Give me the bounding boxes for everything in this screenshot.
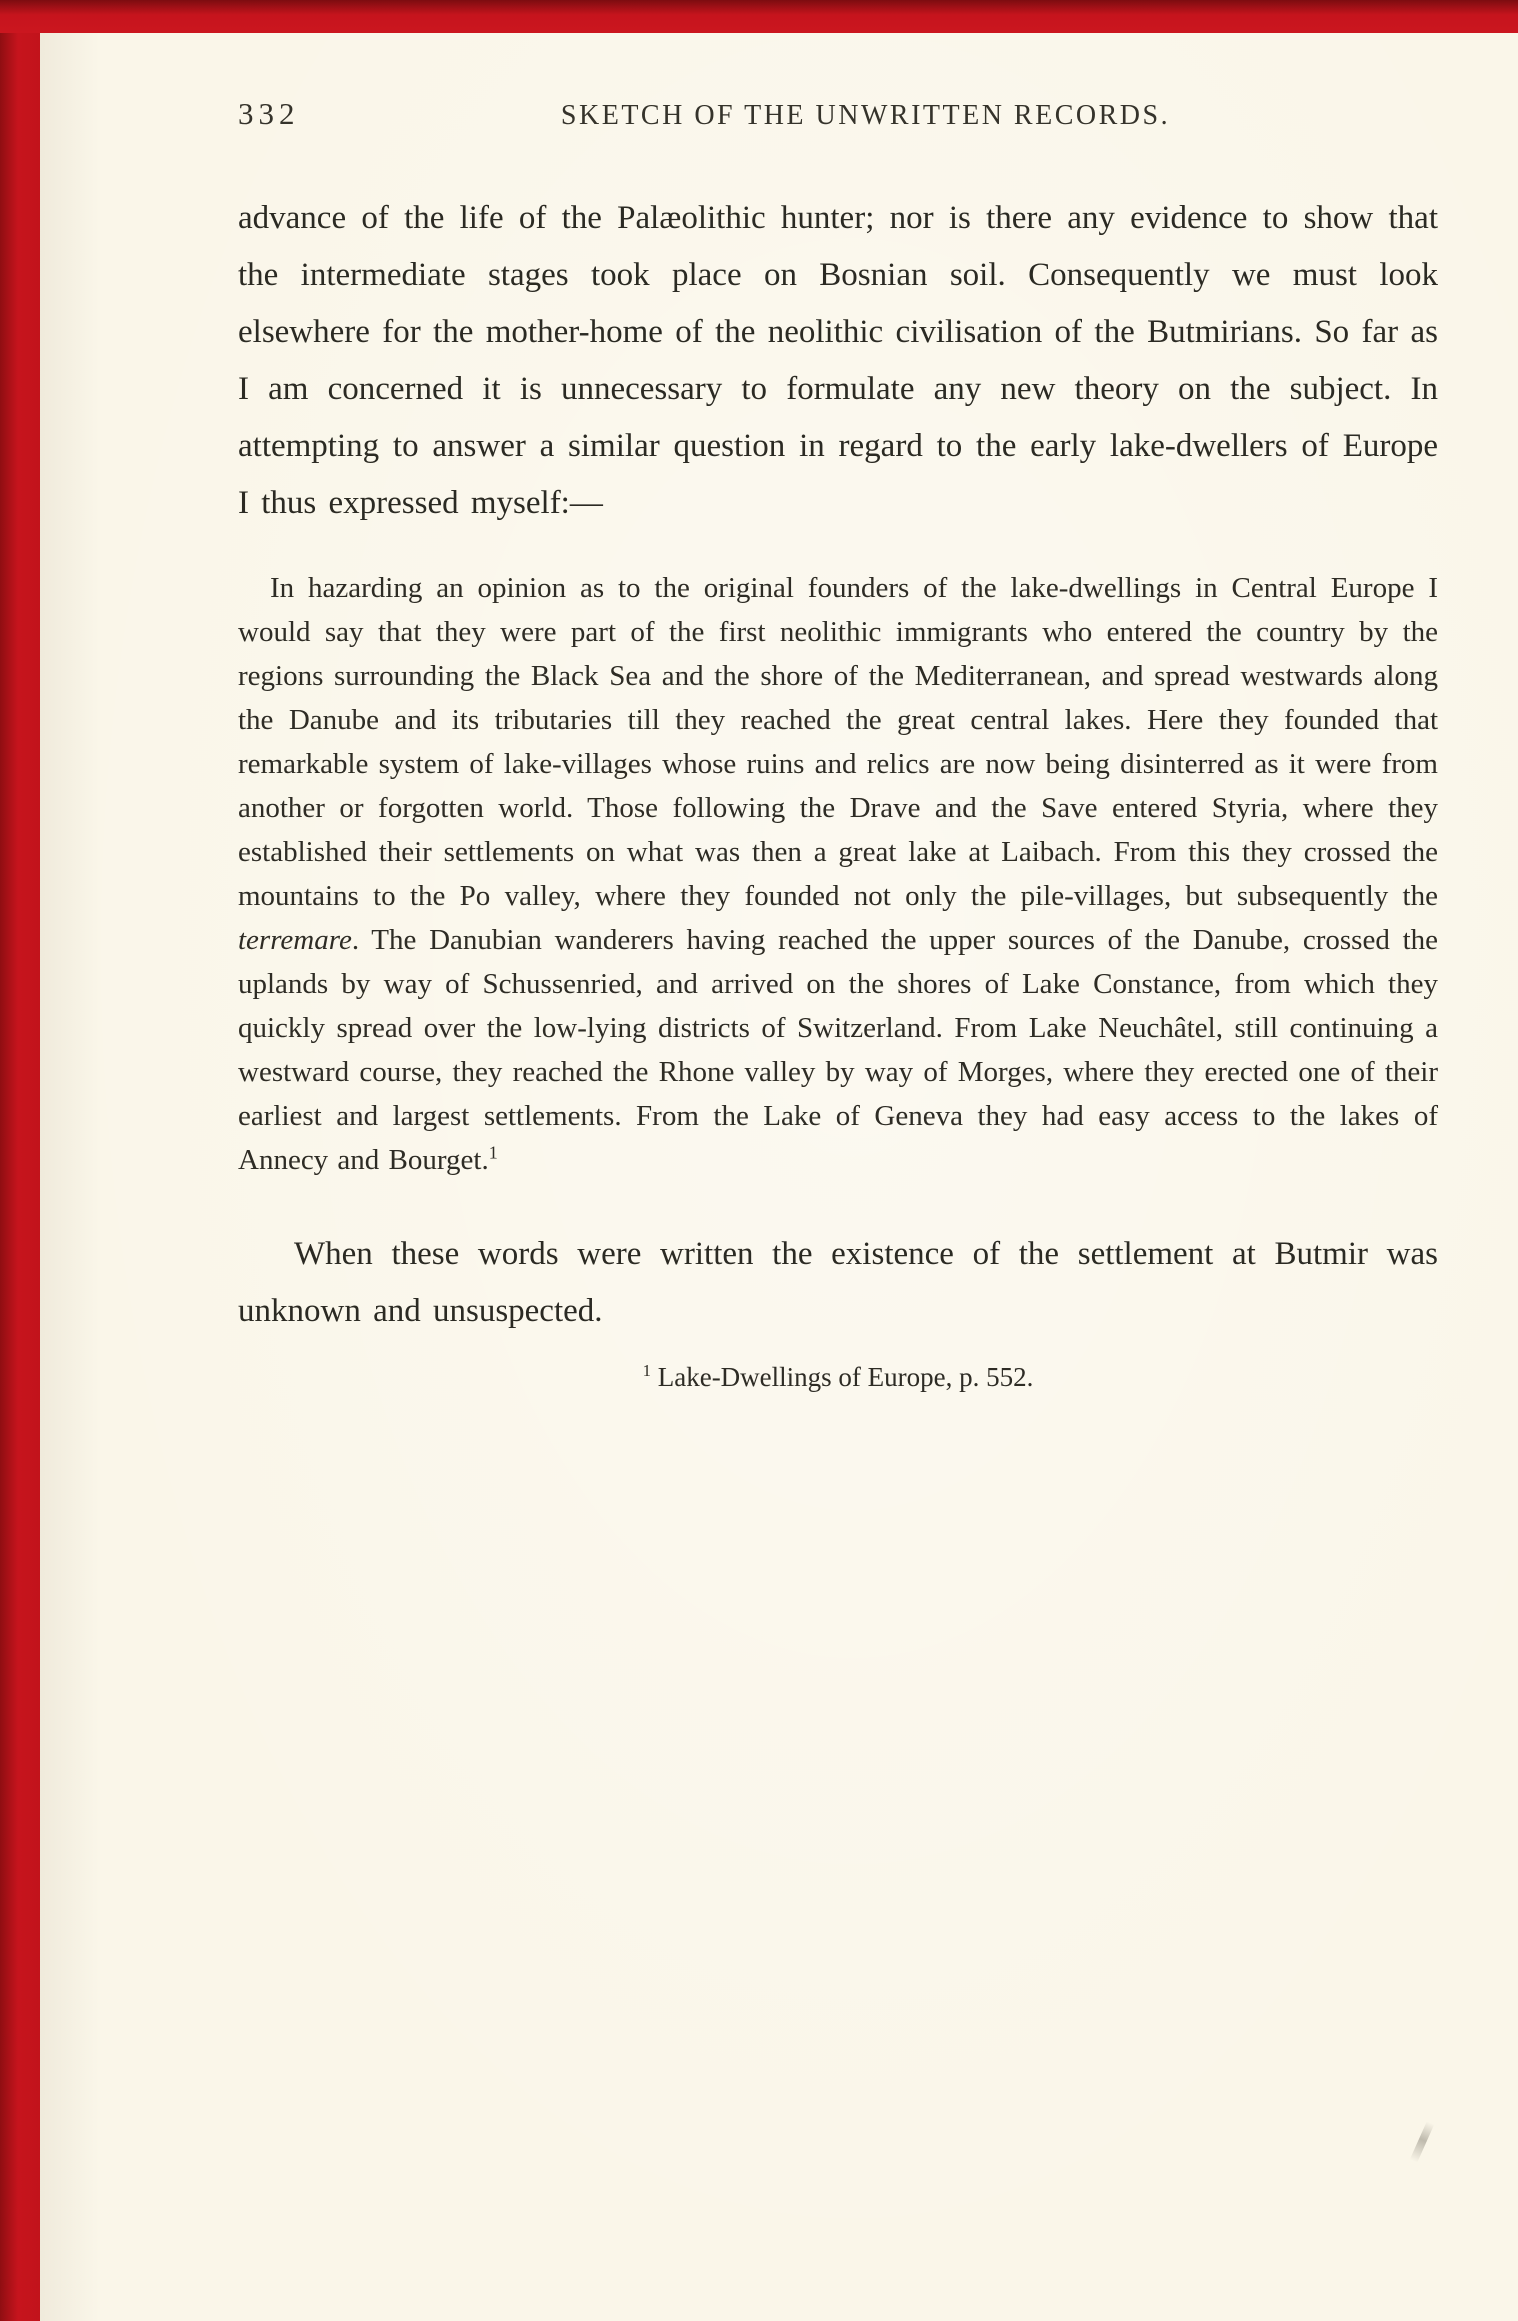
page-number: 332 xyxy=(238,96,300,131)
quote-italic-term: terremare xyxy=(238,924,352,956)
footnote xyxy=(238,1362,1438,1393)
quote-text-1: In hazarding an opinion as to the original founders of the lake-dwellings in Central Europe I would say that they were part of the first neolithic immigrants who entered the country by the regions surrounding the Black Sea and the shore of the Mediterranean, and spread westwards along the Danube and its tributaries till they reached the great central lakes. Here they founded that remarkable system of lake-villages whose ruins and relics are now being disinterred as it were from another or forgotten world. Those following the Drave and the Save entered Styria, where they established their settlements on what was then a great lake at Laibach. From this they crossed the mountains to the Po valley, where they founded not only the pile-villages, but subsequently the xyxy=(238,572,1438,912)
book-cover-edge-top xyxy=(0,0,1518,33)
footnote-reference-marker: 1 xyxy=(488,1142,498,1163)
body-paragraph-continuation: advance of the life of the Palæolithic hunter; nor is there any evidence to show that the intermediate stages took place on Bosnian soil. Consequently we must look elsewhere for the mother-home of the neolithic civilisation of the Butmirians. So far as I am concerned it is unnecessary to formulate any new theory on the subject. In attempting to answer a similar question in regard to the early lake-dwellers of Europe I thus expressed myself:— xyxy=(238,200,1438,521)
book-cover-edge-left xyxy=(0,0,40,2321)
body-paragraph-final: When these words were written the existence of the settlement at Butmir was unknown and unsuspected. xyxy=(238,1236,1438,1329)
footnote-text: Lake-Dwellings of Europe, p. 552. xyxy=(650,1362,1034,1392)
running-header xyxy=(238,96,1438,132)
footnote-number: 1 xyxy=(642,1361,651,1380)
page-content xyxy=(238,96,1438,1393)
running-title: SKETCH OF THE UNWRITTEN RECORDS. xyxy=(560,100,1171,131)
block-quote xyxy=(238,566,1438,1182)
quote-text-2: . The Danubian wanderers having reached the upper sources of the Danube, crossed the uplands by way of Schussenried, and arrived on the shores of Lake Constance, from which they quickly spread over the low-lying districts of Switzerland. From Lake Neuchâtel, still continuing a westward course, they reached the Rhone valley by way of Morges, where they erected one of their earliest and largest settlements. From the Lake of Geneva they had easy access to the lakes of Annecy and Bourget. xyxy=(238,924,1438,1176)
